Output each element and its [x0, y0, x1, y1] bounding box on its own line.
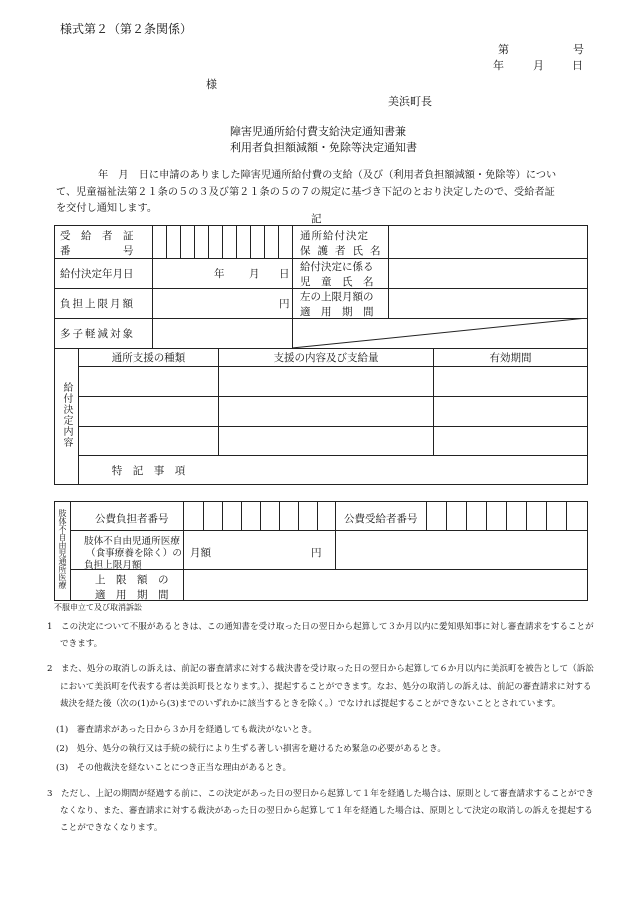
intro-line-1: 年 月 日に申請のありました障害児通所給付費の支給（及び（利用者負担額減額・免除等）につい: [98, 170, 557, 181]
period-label-2: 適 用 期 間: [300, 306, 374, 318]
diagonal-strike: [292, 318, 588, 349]
ki-label: 記: [311, 213, 322, 225]
medical-label-2: （食事療養を除く）の: [86, 548, 182, 559]
notice-item2-line1: 2 また、処分の取消しの訴えは、前記の審査請求に対する裁決書を受け取った日の翌日から起算して６か月以内に美浜町を被告として（訴訟: [47, 664, 594, 674]
guardian-label-1: 通所給付決定: [300, 230, 369, 242]
burden-label: 負担上限月額: [60, 298, 135, 310]
notice-item3-line2: なくなり、また、審査請求に対する裁決があった日の翌日から起算して１年を経過した場合は、原則として決定の取消しの訴えを提起する: [60, 806, 593, 816]
decision-date-day: 日: [279, 268, 290, 280]
col-type-header: 通所支援の種類: [111, 352, 186, 364]
notice-item3-line3: ことができなくなります。: [60, 823, 163, 833]
notice-heading: 不服申立て及び取消訴訟: [54, 603, 142, 612]
notice-item1-line1: 1 この決定について不服があるときは、この通知書を受け取った日の翌日から起算して３か月以内に愛知県知事に対し審査請求をすることが: [47, 622, 594, 632]
monthly-yen: 円: [311, 547, 322, 559]
payer-label: 公費負担者番号: [95, 513, 169, 525]
col-amount-header: 支援の内容及び支給量: [273, 352, 379, 364]
medical-label-1: 肢体不自由児通所医療: [84, 536, 180, 547]
intro-line-2: て、児童福祉法第２１条の５の３及び第２１条の５の７の規定に基づき下記のとおり決定したので、受給者証: [56, 187, 555, 198]
notice-sub2: (2) 処分、処分の執行又は手続の続行により生ずる著しい損害を避けるため緊急の必要があるとき。: [56, 744, 446, 754]
notice-item2-line2: において美浜町を代表する者は美浜町長となります。）、提起することができます。なお、処分の取消しの訴えは、前記の審査請求に対する: [60, 682, 592, 692]
limit-period-1: 上 限 額 の: [95, 574, 169, 586]
content-label: 給付決定内容: [61, 382, 72, 448]
guardian-label-2: 保護者氏名: [300, 245, 388, 257]
period-label-1: 左の上限月額の: [300, 291, 374, 303]
medical-side-label: 肢体不自由児通所医療: [58, 509, 67, 589]
notice-item2-line3: 裁決を経た後（次の(1)から(3)までのいずれかに該当するときを除く。）でなければ提起することができないこととされています。: [60, 699, 561, 709]
burden-yen: 円: [279, 298, 290, 310]
notice-sub3: (3) その他裁決を経ないことにつき正当な理由があるとき。: [56, 763, 292, 773]
doc-number-suffix: 号: [573, 43, 584, 56]
notice-item3-line1: 3 ただし、上記の期間が経過する前に、この決定があった日の翌日から起算して１年を経過した場合は、原則として審査請求することができ: [47, 789, 594, 799]
notice-item1-line2: できます。: [60, 639, 103, 649]
recipient-no-label-2: 番 号: [60, 245, 134, 257]
date-day: 日: [572, 59, 583, 72]
doc-number-label: 第: [498, 43, 509, 56]
issuer: 美浜町長: [388, 95, 432, 108]
child-label-1: 給付決定に係る: [300, 261, 374, 273]
remarks-label: 特 記 事 項: [111, 464, 186, 477]
child-label-2: 児 童 氏 名: [300, 276, 374, 288]
recipient-label: 公費受給者番号: [344, 513, 418, 525]
limit-period-2: 適 用 期 間: [95, 589, 169, 601]
col-period-header: 有効期間: [489, 352, 532, 364]
decision-date-month: 月: [249, 268, 260, 280]
date-month: 月: [533, 59, 544, 72]
medical-label-3: 負担上限月額: [84, 560, 142, 571]
recipient-no-label-1: 受 給 者 証: [60, 230, 134, 242]
intro-line-3: を交付し通知します。: [56, 203, 158, 214]
title-line-2: 利用者負担額減額・免除等決定通知書: [230, 141, 417, 154]
title-line-1: 障害児通所給付費支給決定通知書兼: [230, 125, 406, 138]
multi-child-label: 多子軽減対象: [60, 328, 135, 340]
decision-date-year: 年: [214, 268, 225, 280]
form-number: 様式第２（第２条関係）: [60, 22, 193, 36]
addressee-suffix: 様: [206, 78, 217, 91]
monthly-label: 月額: [190, 547, 211, 559]
decision-date-label: 給付決定年月日: [60, 268, 134, 280]
notice-sub1: (1) 審査請求があった日から３か月を経過しても裁決がないとき。: [56, 725, 317, 735]
date-year: 年: [493, 59, 504, 72]
